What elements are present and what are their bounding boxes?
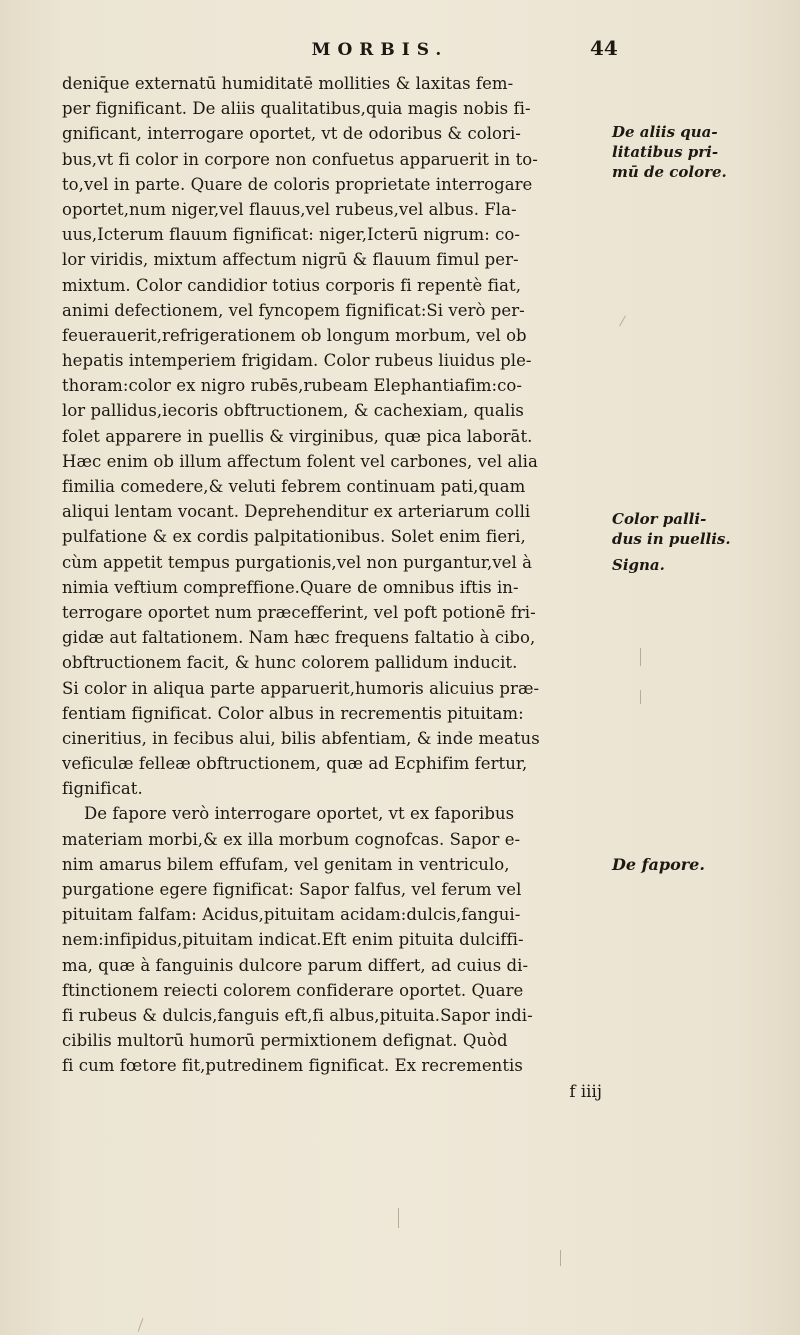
- text-line: terrogare oportet num præcefferint, vel poft potionē fri-: [62, 602, 536, 622]
- margin-note-line: mū de colore.: [612, 163, 727, 181]
- text-line: pulfatione & ex cordis palpitationibus. Solet enim fieri,: [62, 527, 526, 547]
- text-line: nimia veftium compreffione.Quare de omnibus iftis in-: [62, 577, 519, 597]
- text-line: deniq̄ue externatū humiditatē mollities & laxitas fem-: [62, 74, 514, 93]
- ink-speck: [398, 1208, 399, 1228]
- running-head: MORBIS.: [311, 40, 449, 60]
- text-line: veficulæ felleæ obftructionem, quæ ad Ecphifim fertur,: [62, 754, 528, 774]
- text-line: ma, quæ à fanguinis dulcore parum differt, ad cuius di-: [62, 955, 529, 975]
- ink-speck: [560, 1250, 561, 1266]
- text-line: De fapore verò interrogare oportet, vt ex faporibus: [84, 804, 515, 824]
- text-line: hepatis intemperiem frigidam. Color rubeus liuidus ple-: [62, 351, 532, 371]
- ink-speck: [640, 690, 641, 704]
- text-line: gidæ aut faltationem. Nam hæc frequens faltatio à cibo,: [62, 628, 536, 648]
- text-line: gnificant, interrogare oportet, vt de odoribus & colori-: [62, 124, 521, 144]
- margin-note-line: De fapore.: [612, 855, 705, 874]
- text-line: bus,vt fi color in corpore non confuetus apparuerit in to-: [62, 149, 538, 169]
- ink-speck: [138, 1318, 144, 1331]
- margin-note-line: Signa.: [612, 556, 665, 574]
- margin-note-signa: [612, 555, 665, 575]
- text-line: nim amarus bilem effufam, vel genitam in ventriculo,: [62, 854, 510, 874]
- text-line: lor viridis, mixtum affectum nigrū & flauum fimul per-: [62, 250, 519, 270]
- margin-note-line: Color palli-: [612, 510, 707, 528]
- text-line: fimilia comedere,& veluti febrem continuam pati,quam: [62, 477, 526, 496]
- text-line: pituitam falfam: Acidus,pituitam acidam:dulcis,fangui-: [62, 905, 521, 925]
- text-line: animi defectionem, vel fyncopem fignificat:Si verò per-: [62, 300, 525, 320]
- margin-note-color-pallidus: [612, 509, 731, 549]
- text-line: materiam morbi,& ex illa morbum cognofcas. Sapor e-: [62, 829, 521, 849]
- text-line: obftructionem facit, & hunc colorem pallidum inducit.: [62, 653, 518, 673]
- text-line: purgatione egere fignificat: Sapor falfus, vel ferum vel: [62, 880, 522, 899]
- page-number: 44: [590, 36, 618, 60]
- ink-speck: [640, 648, 641, 666]
- text-line: mixtum. Color candidior totius corporis fi repentè fiat,: [62, 275, 521, 295]
- text-line: per fignificant. De aliis qualitatibus,quia magis nobis fi-: [62, 99, 531, 119]
- margin-note-line: De aliis qua-: [612, 123, 718, 141]
- text-line: aliqui lentam vocant. Deprehenditur ex arteriarum colli: [62, 502, 531, 522]
- margin-note-de-aliis: [612, 122, 727, 182]
- text-line: fi cum fœtore fit,putredinem fignificat. Ex recrementis: [62, 1056, 523, 1076]
- text-line: oportet,num niger,vel flauus,vel rubeus,vel albus. Fla-: [62, 199, 517, 219]
- margin-note-line: litatibus pri-: [612, 143, 719, 161]
- text-line: lor pallidus,iecoris obftructionem, & cachexiam, qualis: [62, 401, 524, 421]
- text-line: ftinctionem reiecti colorem confiderare oportet. Quare: [62, 980, 524, 1000]
- text-line: to,vel in parte. Quare de coloris proprietate interrogare: [62, 174, 533, 194]
- text-line: Si color in aliqua parte apparuerit,humoris alicuius præ-: [62, 678, 540, 698]
- text-line: fi rubeus & dulcis,fanguis eft,fi albus,pituita.Sapor indi-: [62, 1005, 533, 1025]
- text-line: uus,Icterum flauum fignificat: niger,Icterū nigrum: co-: [62, 225, 521, 245]
- text-line: thoram:color ex nigro rubēs,rubeam Elephantiafim:co-: [62, 376, 523, 396]
- text-line: Hæc enim ob illum affectum folent vel carbones, vel alia: [62, 451, 538, 471]
- margin-note-de-sapore: [612, 855, 705, 875]
- body-text: [62, 71, 662, 1104]
- text-line: feuerauerit,refrigerationem ob longum morbum, vel ob: [62, 325, 527, 345]
- signature-mark: f iiij: [569, 1081, 602, 1101]
- margin-note-line: dus in puellis.: [612, 530, 731, 548]
- text-line: folet apparere in puellis & virginibus, quæ pica laborāt.: [62, 426, 533, 446]
- text-line: cineritius, in fecibus alui, bilis abfentiam, & inde meatus: [62, 728, 540, 748]
- text-line: cibilis multorū humorū permixtionem defignat. Quòd: [62, 1031, 508, 1051]
- text-line: nem:infipidus,pituitam indicat.Eft enim pituita dulciffi-: [62, 930, 524, 950]
- text-line: fentiam fignificat. Color albus in recrementis pituitam:: [62, 703, 524, 723]
- text-line: fignificat.: [62, 779, 143, 799]
- text-line: cùm appetit tempus purgationis,vel non purgantur,vel à: [62, 552, 533, 572]
